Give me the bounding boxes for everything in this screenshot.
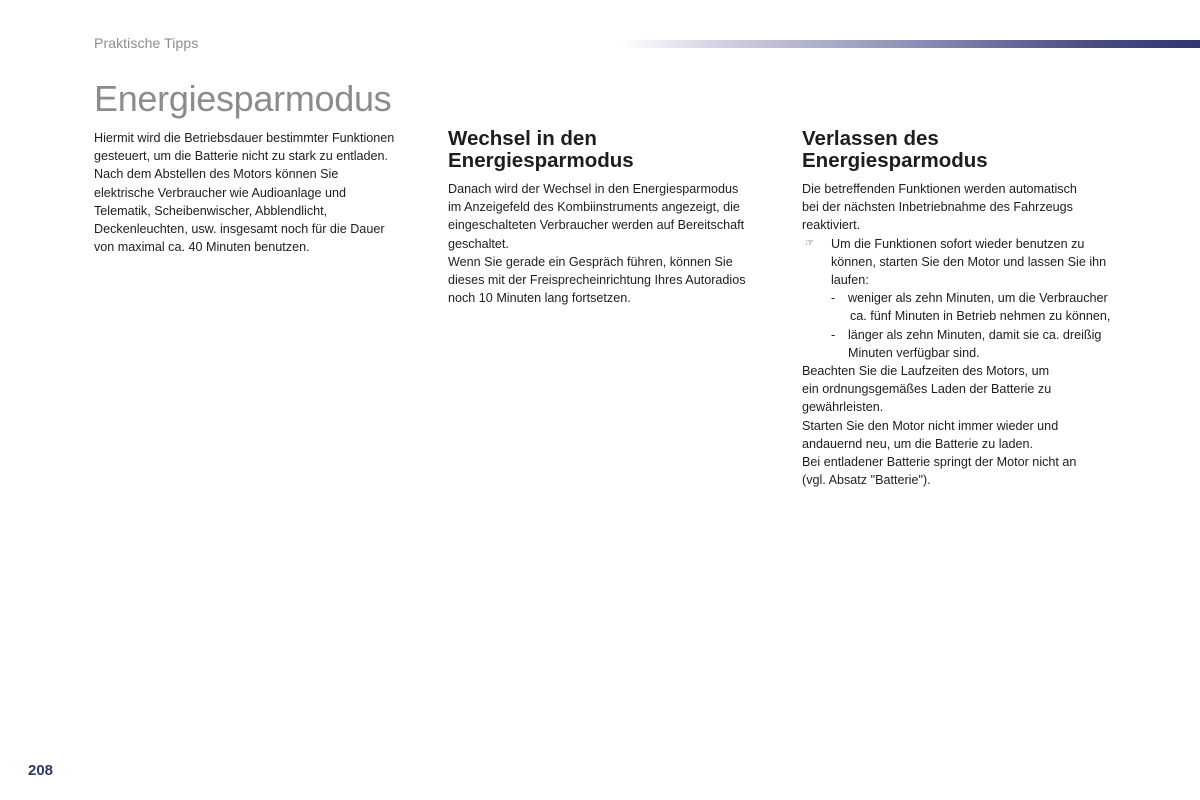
intro-column bbox=[94, 129, 424, 256]
body-line: gewährleisten. bbox=[802, 400, 884, 415]
heading-line: Energiesparmodus bbox=[448, 149, 634, 172]
body-line: andauernd neu, um die Batterie zu laden. bbox=[802, 436, 1034, 451]
body-line: Beachten Sie die Laufzeiten des Motors, um bbox=[802, 364, 1050, 379]
header-gradient-bar bbox=[620, 40, 1200, 48]
dash-list-item bbox=[802, 326, 1142, 362]
bullet-line: können, starten Sie den Motor und lassen Sie ihn bbox=[831, 254, 1107, 269]
heading-line: Wechsel in den bbox=[448, 127, 597, 150]
body-line: Die betreffenden Funktionen werden automatisch bbox=[802, 182, 1077, 196]
exit-mode-column bbox=[802, 128, 1142, 489]
body-line: reaktiviert. bbox=[802, 218, 861, 233]
dash-marker: - bbox=[831, 291, 836, 306]
switch-mode-column bbox=[448, 128, 778, 307]
bullet-line: Um die Funktionen sofort wieder benutzen zu bbox=[831, 236, 1085, 251]
body-line: im Anzeigefeld des Kombiinstruments angezeigt, die bbox=[448, 200, 740, 215]
dash-list-item bbox=[802, 289, 1142, 325]
intro-line: Deckenleuchten, usw. insgesamt noch für die Dauer bbox=[94, 222, 385, 237]
page-number: 208 bbox=[28, 762, 54, 779]
page-title: Energiesparmodus bbox=[94, 78, 392, 119]
body-line: bei der nächsten Inbetriebnahme des Fahrzeugs bbox=[802, 200, 1073, 215]
intro-line: elektrische Verbraucher wie Audioanlage und bbox=[94, 185, 347, 200]
body-line: Wenn Sie gerade ein Gespräch führen, können Sie bbox=[448, 254, 733, 269]
intro-line: gesteuert, um die Batterie nicht zu stark zu entladen. bbox=[94, 149, 389, 164]
body-line: Danach wird der Wechsel in den Energiesparmodus bbox=[448, 182, 739, 196]
intro-line: Hiermit wird die Betriebsdauer bestimmter Funktionen bbox=[94, 131, 395, 145]
body-line: dieses mit der Freisprecheinrichtung Ihres Autoradios bbox=[448, 273, 746, 288]
intro-line: Telematik, Scheibenwischer, Abblendlicht, bbox=[94, 203, 328, 218]
heading-line: Verlassen des bbox=[802, 127, 939, 150]
section-label: Praktische Tipps bbox=[94, 35, 199, 51]
switch-mode-heading bbox=[448, 128, 778, 172]
body-line: Starten Sie den Motor nicht immer wieder und bbox=[802, 418, 1059, 433]
body-line: noch 10 Minuten lang fortsetzen. bbox=[448, 291, 631, 306]
dash-marker: - bbox=[831, 327, 836, 342]
pointing-hand-icon: ☞ bbox=[805, 237, 814, 249]
body-line: eingeschalteten Verbraucher werden auf Bereitschaft bbox=[448, 218, 745, 233]
dash-line: Minuten verfügbar sind. bbox=[848, 345, 980, 360]
heading-line: Energiesparmodus bbox=[802, 149, 988, 172]
dash-line: länger als zehn Minuten, damit sie ca. dreißig bbox=[848, 327, 1102, 342]
body-line: ein ordnungsgemäßes Laden der Batterie zu bbox=[802, 382, 1052, 397]
dash-line: ca. fünf Minuten in Betrieb nehmen zu können, bbox=[850, 309, 1111, 324]
exit-mode-heading bbox=[802, 128, 1142, 172]
intro-line: Nach dem Abstellen des Motors können Sie bbox=[94, 167, 339, 182]
instruction-bullet bbox=[802, 235, 1142, 290]
body-line: geschaltet. bbox=[448, 236, 509, 251]
body-line: (vgl. Absatz "Batterie"). bbox=[802, 473, 931, 488]
body-line: Bei entladener Batterie springt der Motor nicht an bbox=[802, 455, 1077, 470]
dash-line: weniger als zehn Minuten, um die Verbraucher bbox=[848, 291, 1108, 306]
bullet-line: laufen: bbox=[831, 273, 869, 288]
intro-line: von maximal ca. 40 Minuten benutzen. bbox=[94, 240, 310, 255]
